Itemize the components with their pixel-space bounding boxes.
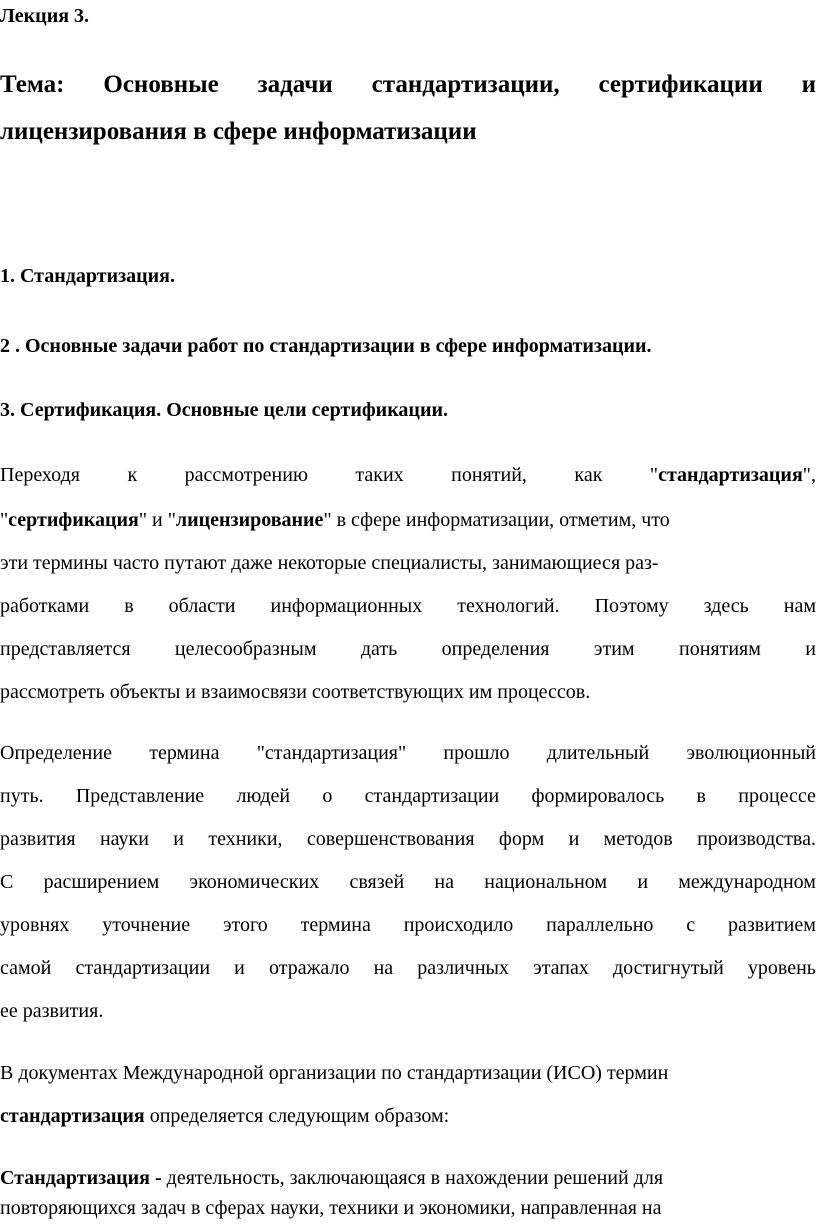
word: стандартизации, (371, 71, 560, 98)
word: целесообразным (174, 638, 317, 660)
word: этим (593, 638, 635, 660)
word: уровень (747, 957, 816, 979)
para2-line-5 (0, 913, 816, 937)
term-standardization: стандартизация (0, 1105, 145, 1127)
word: Представление (75, 785, 205, 807)
word: стандартизации (75, 957, 211, 979)
title-line-2: лицензирования в сфере информатизации (0, 118, 477, 145)
section-heading-2: 2 . Основные задачи работ по стандартизации в сфере информатизации. (0, 335, 652, 357)
para1-line-2 (0, 508, 816, 532)
word: как (574, 464, 603, 486)
definition-text: деятельность, заключающаяся в нахождении решений для (166, 1167, 664, 1189)
para1-line-2-q1: " (0, 509, 9, 531)
term-standardization: стандартизация (658, 464, 803, 486)
para2-line-1 (0, 741, 816, 765)
lecture-number: Лекция 3. (0, 5, 90, 27)
word: сертификации (598, 71, 763, 98)
word: эволюционный (686, 742, 816, 764)
word: развития (0, 828, 76, 850)
term-standardization-quoted (650, 463, 816, 487)
word: Переходя (0, 464, 80, 486)
para2-line-4 (0, 870, 816, 894)
word: дать (360, 638, 398, 660)
word: этого (222, 914, 268, 936)
word: формировалось (531, 785, 665, 807)
word: нам (783, 595, 816, 617)
word: термина (149, 742, 220, 764)
quote-close: ", (802, 464, 816, 486)
word: Поэтому (594, 595, 669, 617)
word: задачи (257, 71, 333, 98)
word: "стандартизация" (256, 742, 407, 764)
word: в (696, 785, 706, 807)
word: уровнях (0, 914, 70, 936)
para3-line-2-rest: определяется следующим образом: (144, 1105, 450, 1127)
word: понятиям (678, 638, 761, 660)
word: и (173, 828, 184, 850)
word: и (801, 71, 816, 98)
word: техники, (208, 828, 283, 850)
para1-line-1 (0, 463, 816, 487)
para2-line-2 (0, 784, 816, 808)
para3-line-1: В документах Международной организации по стандартизации (ИСО) термин (0, 1062, 669, 1084)
term-licensing: лицензирование (175, 509, 324, 531)
word: информационных (270, 595, 423, 617)
word: понятий, (451, 464, 527, 486)
word: совершенствования (306, 828, 475, 850)
para1-line-6: рассмотреть объекты и взаимосвязи соответствующих им процессов. (0, 681, 591, 703)
word: экономических (189, 871, 320, 893)
word: здесь (703, 595, 749, 617)
word: форм (498, 828, 545, 850)
word: международном (678, 871, 816, 893)
definition-term: Стандартизация - (0, 1167, 167, 1189)
word: стандартизации (364, 785, 500, 807)
word: людей (236, 785, 291, 807)
word: методов (603, 828, 673, 850)
word: Основные (103, 71, 219, 98)
word: С (0, 871, 14, 893)
word: отражало (269, 957, 350, 979)
term-certification: сертификация (8, 509, 139, 531)
word: производства. (697, 828, 816, 850)
para3-line-2 (0, 1104, 816, 1128)
word: в (124, 595, 134, 617)
para1-line-2-mid: " и " (138, 509, 176, 531)
para1-line-4 (0, 594, 816, 618)
word: Тема: (0, 71, 65, 98)
word: термина (300, 914, 371, 936)
word: этапах (533, 957, 589, 979)
para1-line-2-rest: " в сфере информатизации, отметим, что (323, 509, 670, 531)
word: на (373, 957, 394, 979)
word: и (568, 828, 580, 850)
word: области (168, 595, 236, 617)
word: на (434, 871, 455, 893)
word: рассмотрению (184, 464, 308, 486)
word: путь. (0, 785, 44, 807)
word: технологий. (457, 595, 560, 617)
word: развитием (728, 914, 816, 936)
word: науки (99, 828, 149, 850)
para4-line-2: повторяющихся задач в сферах науки, техники и экономики, направленная на (0, 1197, 662, 1219)
para2-line-6 (0, 956, 816, 980)
word: самой (0, 957, 52, 979)
word: Определение (0, 742, 112, 764)
para2-line-7: ее развития. (0, 1000, 104, 1022)
word: о (322, 785, 333, 807)
word: длительный (546, 742, 650, 764)
word: к (127, 464, 138, 486)
section-heading-3: 3. Сертификация. Основные цели сертификации. (0, 399, 448, 421)
word: параллельно (546, 914, 654, 936)
word: и (805, 638, 816, 660)
word: расширением (43, 871, 160, 893)
word: происходило (403, 914, 514, 936)
word: определения (441, 638, 550, 660)
word: таких (355, 464, 404, 486)
word: национальном (484, 871, 608, 893)
title-line-1 (0, 70, 816, 100)
word: уточнение (102, 914, 191, 936)
para2-line-3 (0, 827, 816, 851)
para4-line-1 (0, 1166, 816, 1190)
word: прошло (443, 742, 510, 764)
section-heading-1: 1. Стандартизация. (0, 265, 175, 287)
word: работками (0, 595, 90, 617)
word: и (234, 957, 245, 979)
word: связей (349, 871, 405, 893)
word: и (637, 871, 649, 893)
word: различных (417, 957, 509, 979)
quote-open: " (649, 464, 659, 486)
para1-line-5 (0, 637, 816, 661)
word: достигнутый (612, 957, 724, 979)
word: представляется (0, 638, 131, 660)
para1-line-3: эти термины часто путают даже некоторые специалисты, занимающиеся раз- (0, 552, 659, 574)
word: процессе (738, 785, 816, 807)
word: с (686, 914, 696, 936)
